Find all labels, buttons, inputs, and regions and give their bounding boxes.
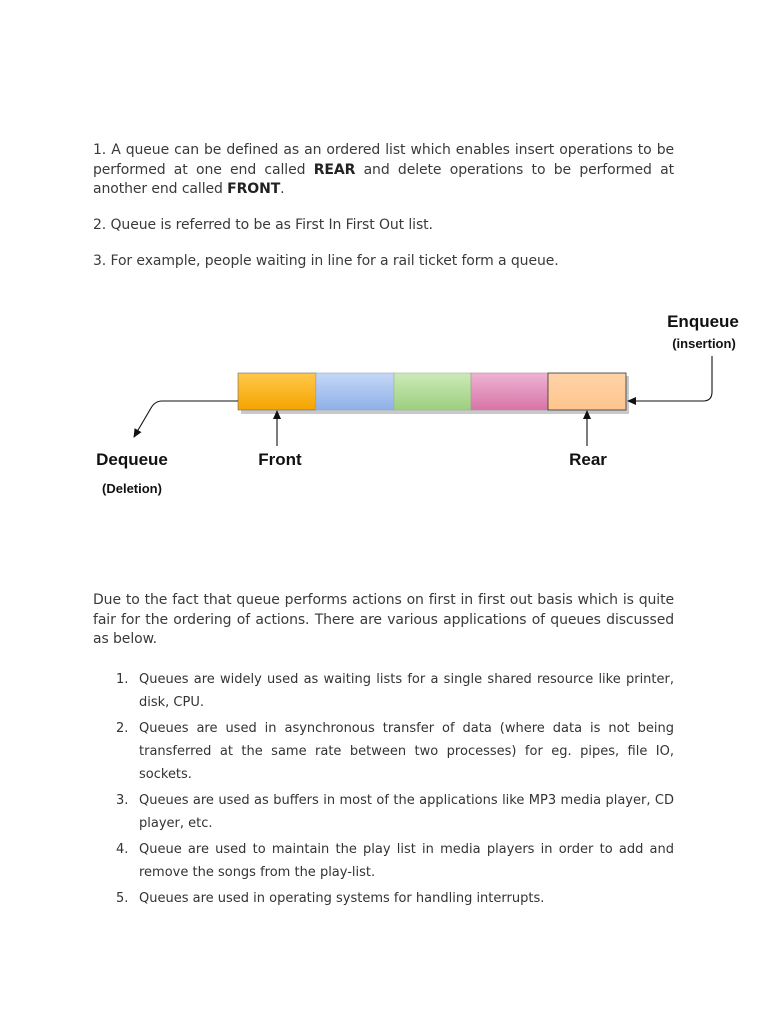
queue-diagram: [0, 300, 768, 510]
example-paragraph: 3. For example, people waiting in line for a rail ticket form a queue.: [93, 253, 559, 269]
list-item-number: 1.: [116, 672, 129, 687]
list-item: [93, 668, 674, 714]
queue-cell-1: [238, 373, 316, 410]
list-item-text: Queues are used in asynchronous transfer of data (where data is not being transferred at the same rate between two processes) for eg. pipes, file IO, sockets.: [139, 721, 674, 782]
queue-cell-4: [471, 373, 548, 410]
rear-label: Rear: [569, 450, 607, 469]
definition-text-c: .: [280, 181, 285, 197]
list-item-text: Queues are used as buffers in most of the applications like MP3 media player, CD player, etc.: [139, 793, 674, 831]
enqueue-arrow: [628, 356, 712, 401]
dequeue-label: Dequeue: [96, 450, 168, 469]
applications-list: [93, 668, 674, 913]
queue-cell-2: [316, 373, 394, 410]
definition-text-b: and delete operations to be performed at another end called: [93, 161, 675, 197]
list-item: [93, 838, 674, 884]
list-item: [93, 717, 674, 786]
dequeue-arrow: [134, 401, 238, 437]
list-item-text: Queue are used to maintain the play list in media players in order to add and remove the songs from the play-list.: [139, 842, 674, 880]
list-item-text: Queues are widely used as waiting lists for a single shared resource like printer, disk, CPU.: [139, 672, 674, 710]
list-item-number: 4.: [116, 842, 129, 857]
list-item: [93, 887, 674, 910]
front-term: FRONT: [227, 181, 281, 197]
list-item-number: 2.: [116, 721, 129, 736]
front-label: Front: [258, 450, 302, 469]
list-item-number: 5.: [116, 891, 129, 906]
list-item-text: Queues are used in operating systems for handling interrupts.: [139, 891, 545, 906]
rear-term: REAR: [313, 161, 356, 178]
enqueue-sublabel: (insertion): [672, 336, 736, 351]
dequeue-sublabel: (Deletion): [102, 481, 162, 496]
queue-cell-5: [548, 373, 626, 410]
list-item-number: 3.: [116, 793, 129, 808]
list-item: [93, 789, 674, 835]
enqueue-label: Enqueue: [667, 312, 739, 331]
fifo-paragraph: 2. Queue is referred to be as First In First Out list.: [93, 217, 433, 233]
queue-cell-3: [394, 373, 471, 410]
applications-intro: Due to the fact that queue performs actions on first in first out basis which is quite fair for the ordering of actions. There are various applications of queues discussed as below.: [93, 592, 674, 647]
definition-text-a: 1. A queue can be defined as an ordered list which enables insert operations to be performed at one end called: [93, 142, 674, 178]
definition-paragraph: [93, 141, 674, 200]
